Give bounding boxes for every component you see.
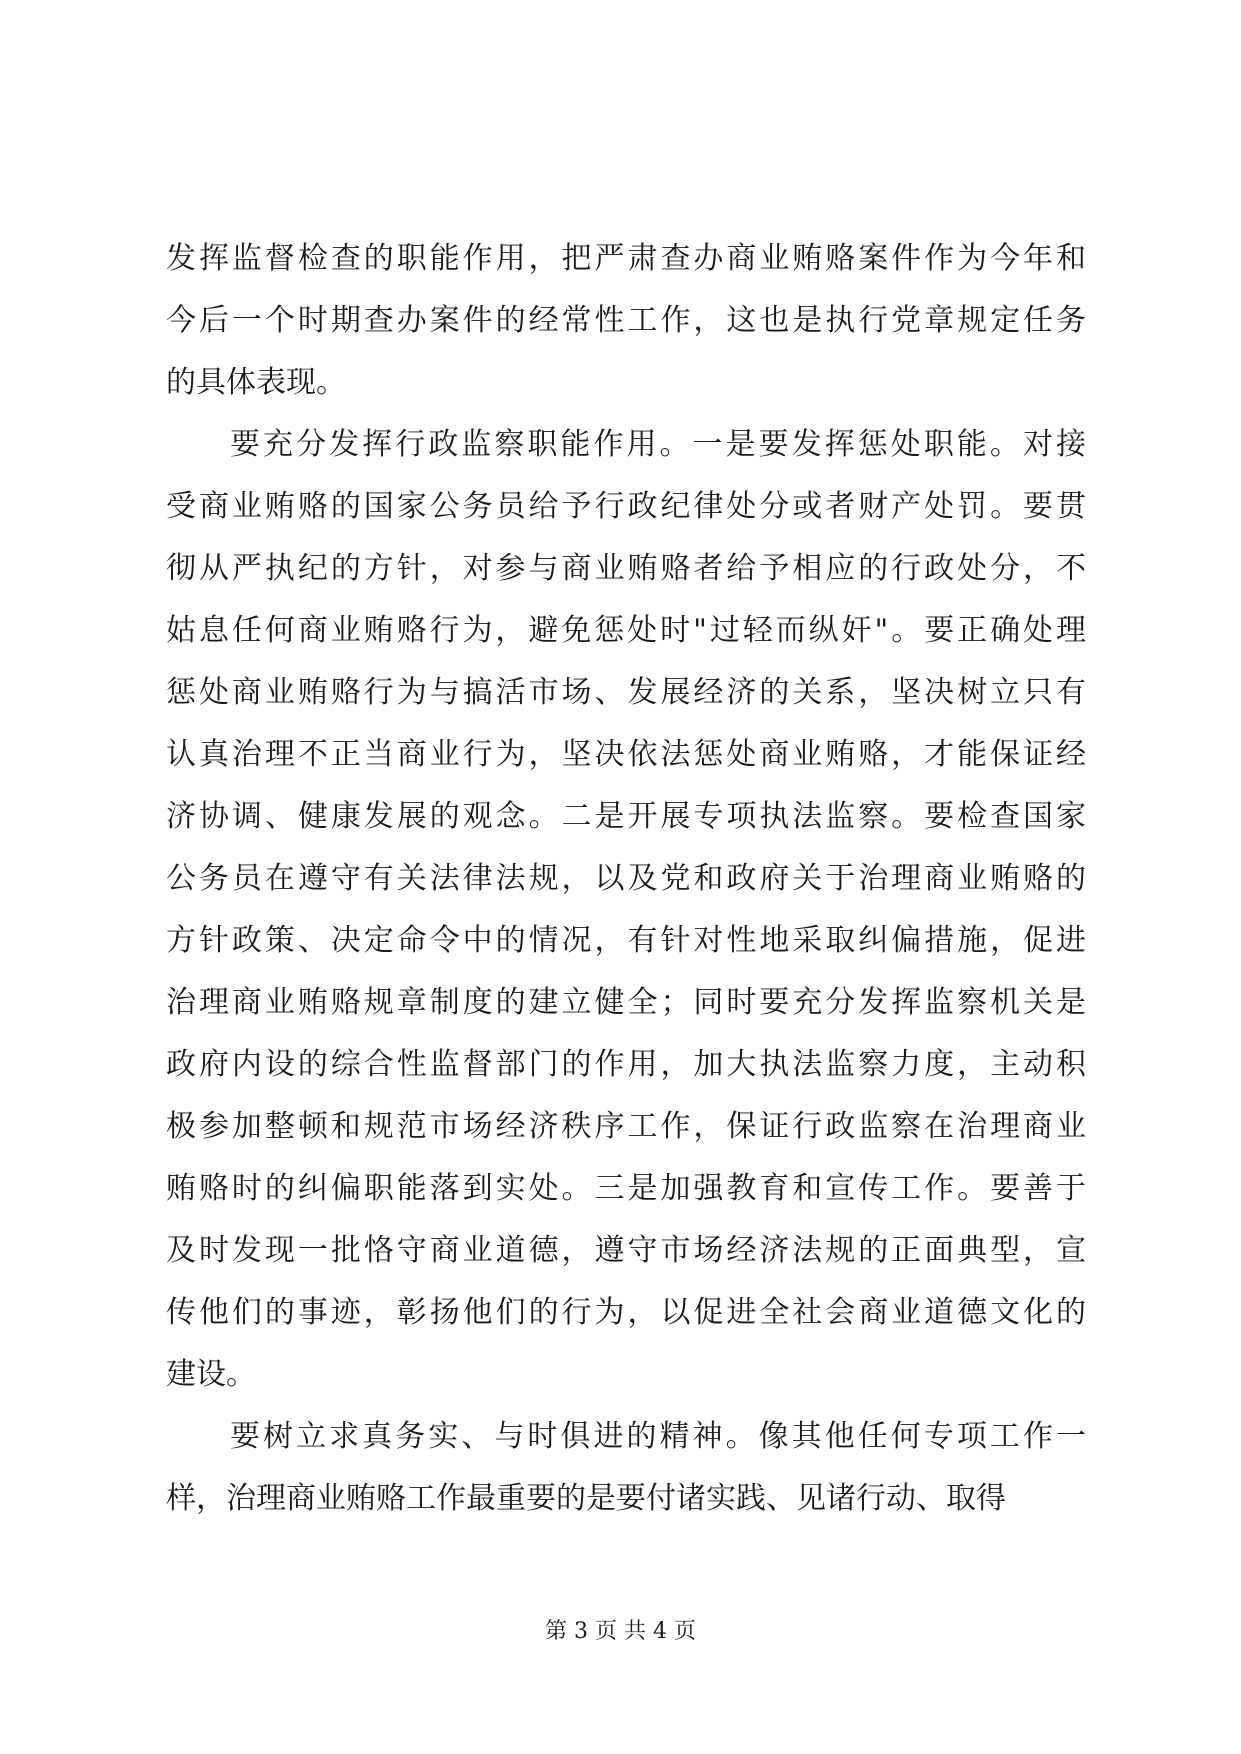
paragraph	[166, 1406, 1086, 1530]
text-line: 要树立求真务实、与时俱进的精神。像其他任何专项工作一	[230, 1419, 1086, 1454]
paragraph	[166, 414, 1086, 1406]
text-line: 济协调、健康发展的观念。二是开展专项执法监察。要检查国家	[166, 799, 1086, 834]
text-line: 建设。	[166, 1357, 256, 1392]
text-line: 极参加整顿和规范市场经济秩序工作，保证行政监察在治理商业	[166, 1109, 1086, 1144]
text-line: 及时发现一批恪守商业道德，遵守市场经济法规的正面典型，宣	[166, 1233, 1086, 1268]
text-line: 认真治理不正当商业行为，坚决依法惩处商业贿赂，才能保证经	[166, 737, 1086, 772]
text-line: 样，治理商业贿赂工作最重要的是要付诸实践、见诸行动、取得	[166, 1481, 1006, 1516]
text-line: 的具体表现。	[166, 365, 346, 400]
text-line: 贿赂时的纠偏职能落到实处。三是加强教育和宣传工作。要善于	[166, 1171, 1086, 1206]
text-line: 传他们的事迹，彰扬他们的行为，以促进全社会商业道德文化的	[166, 1295, 1086, 1330]
text-line: 彻从严执纪的方针，对参与商业贿赂者给予相应的行政处分，不	[166, 551, 1086, 586]
text-line: 今后一个时期查办案件的经常性工作，这也是执行党章规定任务	[166, 303, 1086, 338]
text-line: 发挥监督检查的职能作用，把严肃查办商业贿赂案件作为今年和	[166, 241, 1086, 276]
text-line: 受商业贿赂的国家公务员给予行政纪律处分或者财产处罚。要贯	[166, 489, 1086, 524]
text-line: 惩处商业贿赂行为与搞活市场、发展经济的关系，坚决树立只有	[166, 675, 1086, 710]
text-line: 治理商业贿赂规章制度的建立健全；同时要充分发挥监察机关是	[166, 985, 1086, 1020]
text-line: 方针政策、决定命令中的情况，有针对性地采取纠偏措施，促进	[166, 923, 1086, 958]
page-footer: 第 3 页 共 4 页	[545, 1619, 696, 1644]
text-line: 政府内设的综合性监督部门的作用，加大执法监察力度，主动积	[166, 1047, 1086, 1082]
paragraph	[166, 228, 1086, 414]
text-line: 要充分发挥行政监察职能作用。一是要发挥惩处职能。对接	[230, 427, 1086, 462]
text-line: 姑息任何商业贿赂行为，避免惩处时"过轻而纵奸"。要正确处理	[166, 613, 1086, 648]
text-line: 公务员在遵守有关法律法规，以及党和政府关于治理商业贿赂的	[166, 861, 1086, 896]
document-body	[166, 228, 1086, 1530]
